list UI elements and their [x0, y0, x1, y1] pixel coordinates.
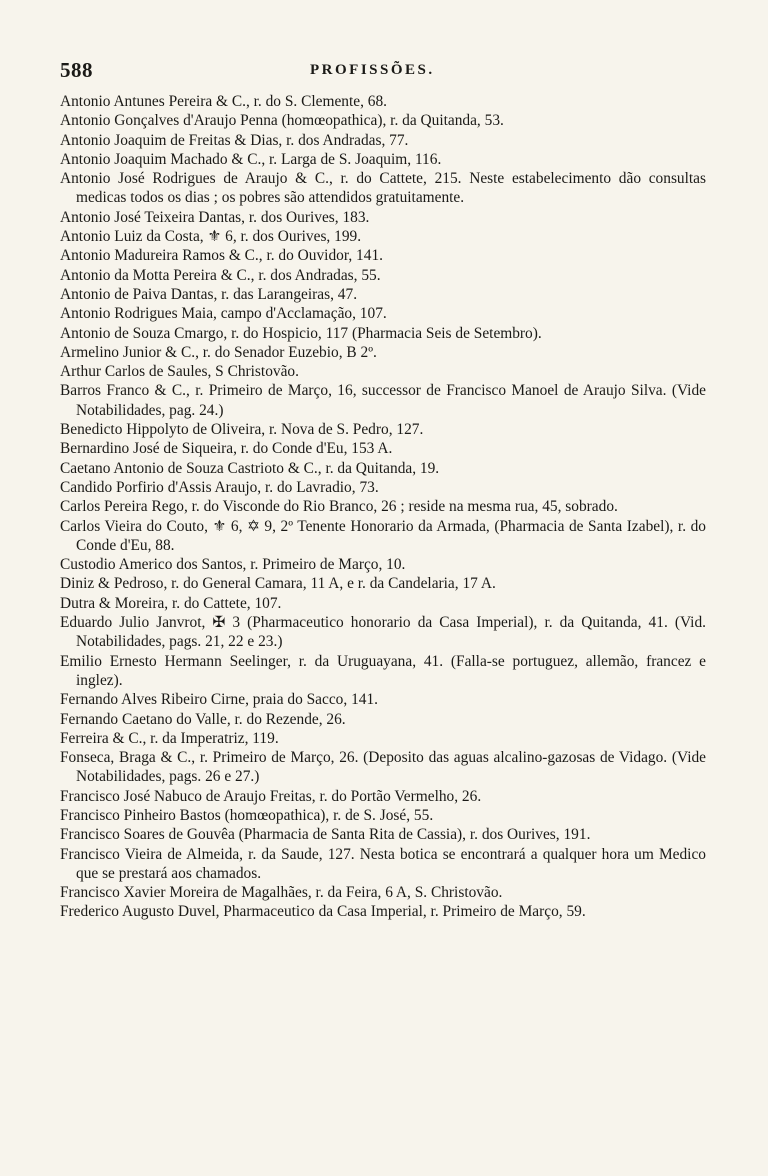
directory-entry: Antonio Gonçalves d'Araujo Penna (homœopathica), r. da Quitanda, 53. — [60, 112, 504, 130]
directory-entry: Barros Franco & C., r. Primeiro de Março, 16, successor de Francisco Manoel de Araujo Silva. (Vide Notabilidades, pag. 24.) — [60, 382, 706, 419]
entry-list — [60, 92, 706, 922]
directory-entry: Antonio da Motta Pereira & C., r. dos Andradas, 55. — [60, 266, 381, 284]
directory-entry: Carlos Pereira Rego, r. do Visconde do Rio Branco, 26 ; reside na mesma rua, 45, sobrado. — [60, 498, 618, 516]
directory-entry: Carlos Vieira do Couto, ⚜ 6, ✡ 9, 2º Tenente Honorario da Armada, (Pharmacia de Santa Izabel), r. do Conde d'Eu, 88. — [60, 517, 706, 554]
directory-entry: Antonio José Rodrigues de Araujo & C., r. do Cattete, 215. Neste estabelecimento dão consultas medicas todos os dias ; os pobres são attendidos gratuitamente. — [60, 170, 706, 207]
directory-entry: Bernardino José de Siqueira, r. do Conde d'Eu, 153 A. — [60, 440, 393, 458]
directory-entry: Antonio José Teixeira Dantas, r. dos Ourives, 183. — [60, 208, 370, 226]
directory-entry: Fonseca, Braga & C., r. Primeiro de Março, 26. (Deposito das aguas alcalino-gazosas de Vidago. (Vide Notabilidades, pags. 26 e 27.) — [60, 749, 706, 786]
directory-entry: Francisco Vieira de Almeida, r. da Saude, 127. Nesta botica se encontrará a qualquer hora um Medico que se prestará aos chamados. — [60, 845, 706, 882]
directory-entry: Antonio Joaquim de Freitas & Dias, r. dos Andradas, 77. — [60, 131, 409, 149]
directory-entry: Fernando Caetano do Valle, r. do Rezende, 26. — [60, 710, 346, 728]
directory-entry: Fernando Alves Ribeiro Cirne, praia do Sacco, 141. — [60, 691, 379, 709]
directory-entry: Emilio Ernesto Hermann Seelinger, r. da Uruguayana, 41. (Falla-se portuguez, allemão, francez e inglez). — [60, 652, 706, 689]
directory-entry: Ferreira & C., r. da Imperatriz, 119. — [60, 729, 279, 747]
directory-entry: Francisco Pinheiro Bastos (homœopathica), r. de S. José, 55. — [60, 806, 434, 824]
directory-entry: Caetano Antonio de Souza Castrioto & C., r. da Quitanda, 19. — [60, 459, 440, 477]
directory-entry: Antonio Joaquim Machado & C., r. Larga de S. Joaquim, 116. — [60, 150, 442, 168]
directory-entry: Candido Porfirio d'Assis Araujo, r. do Lavradio, 73. — [60, 478, 379, 496]
directory-entry: Custodio Americo dos Santos, r. Primeiro de Março, 10. — [60, 556, 406, 574]
directory-entry: Antonio Luiz da Costa, ⚜ 6, r. dos Ourives, 199. — [60, 228, 362, 246]
directory-entry: Eduardo Julio Janvrot, ✠ 3 (Pharmaceutico honorario da Casa Imperial), r. da Quitanda, 41. (Vid. Notabilidades, pags. 21, 22 e 23.) — [60, 614, 706, 651]
directory-entry: Francisco Soares de Gouvêa (Pharmacia de Santa Rita de Cassia), r. dos Ourives, 191. — [60, 826, 591, 844]
directory-entry: Antonio Rodrigues Maia, campo d'Acclamação, 107. — [60, 305, 387, 323]
directory-entry: Antonio Madureira Ramos & C., r. do Ouvidor, 141. — [60, 247, 383, 265]
page-header — [60, 58, 700, 86]
directory-entry: Benedicto Hippolyto de Oliveira, r. Nova de S. Pedro, 127. — [60, 421, 424, 439]
directory-entry: Antonio de Souza Cmargo, r. do Hospicio, 117 (Pharmacia Seis de Setembro). — [60, 324, 542, 342]
directory-entry: Diniz & Pedroso, r. do General Camara, 11 A, e r. da Candelaria, 17 A. — [60, 575, 496, 593]
directory-entry: Francisco Xavier Moreira de Magalhães, r. da Feira, 6 A, S. Christovão. — [60, 884, 503, 902]
directory-entry: Armelino Junior & C., r. do Senador Euzebio, B 2º. — [60, 343, 377, 361]
directory-entry: Dutra & Moreira, r. do Cattete, 107. — [60, 594, 282, 612]
page-number: 588 — [60, 58, 93, 82]
running-title: PROFISSÕES. — [310, 62, 435, 78]
directory-entry: Francisco José Nabuco de Araujo Freitas, r. do Portão Vermelho, 26. — [60, 787, 482, 805]
directory-entry: Antonio de Paiva Dantas, r. das Larangeiras, 47. — [60, 285, 358, 303]
directory-entry: Arthur Carlos de Saules, S Christovão. — [60, 363, 299, 381]
directory-entry: Antonio Antunes Pereira & C., r. do S. Clemente, 68. — [60, 93, 388, 110]
directory-entry: Frederico Augusto Duvel, Pharmaceutico da Casa Imperial, r. Primeiro de Março, 59. — [60, 903, 586, 921]
